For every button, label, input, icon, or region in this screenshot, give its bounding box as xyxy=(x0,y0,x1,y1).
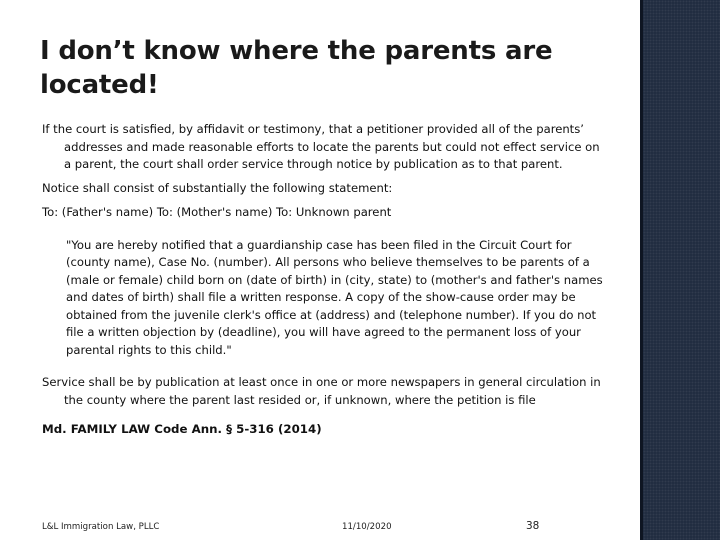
service-paragraph: Service shall be by publication at least once in one or more newspapers in general circulation in the county where the parent last resided or, if unknown, where the petition is file xyxy=(42,375,601,407)
notice-quote-paragraph: "You are hereby notified that a guardianship case has been filed in the Circuit Court for (county name), Case No. (number). All persons who believe themselves to be parents of a (male or female) child born on (date of birth) in (city, state) to (mother's and father's names and dates of birth) shall file a written response. A copy of the show-cause order may be obtained from the juvenile clerk's office at (address) and (telephone number). If you do not file a written objection by (deadline), you will have agreed to the permanent loss of your parental rights to this child." xyxy=(66,237,603,357)
statute-citation: Md. FAMILY LAW Code Ann. § 5-316 (2014) xyxy=(42,422,322,436)
footer-date: 11/10/2020 xyxy=(342,522,392,532)
slide-title: I don’t know where the parents are located! xyxy=(40,36,553,100)
footer-page-number: 38 xyxy=(526,520,540,532)
footer-firm-name: L&L Immigration Law, PLLC xyxy=(42,522,160,532)
side-panel-edge xyxy=(640,0,643,540)
to-line-paragraph: To: (Father's name) To: (Mother's name) To: Unknown parent xyxy=(42,205,392,219)
side-decorative-panel xyxy=(640,0,720,540)
intro-paragraph: If the court is satisfied, by affidavit or testimony, that a petitioner provided all of the parents’ addresses and made reasonable efforts to locate the parents but could not effect service on a parent, the court shall order service through notice by publication as to that parent. xyxy=(42,122,600,171)
statement-lead-paragraph: Notice shall consist of substantially the following statement: xyxy=(42,180,393,195)
slide-body xyxy=(42,121,602,439)
